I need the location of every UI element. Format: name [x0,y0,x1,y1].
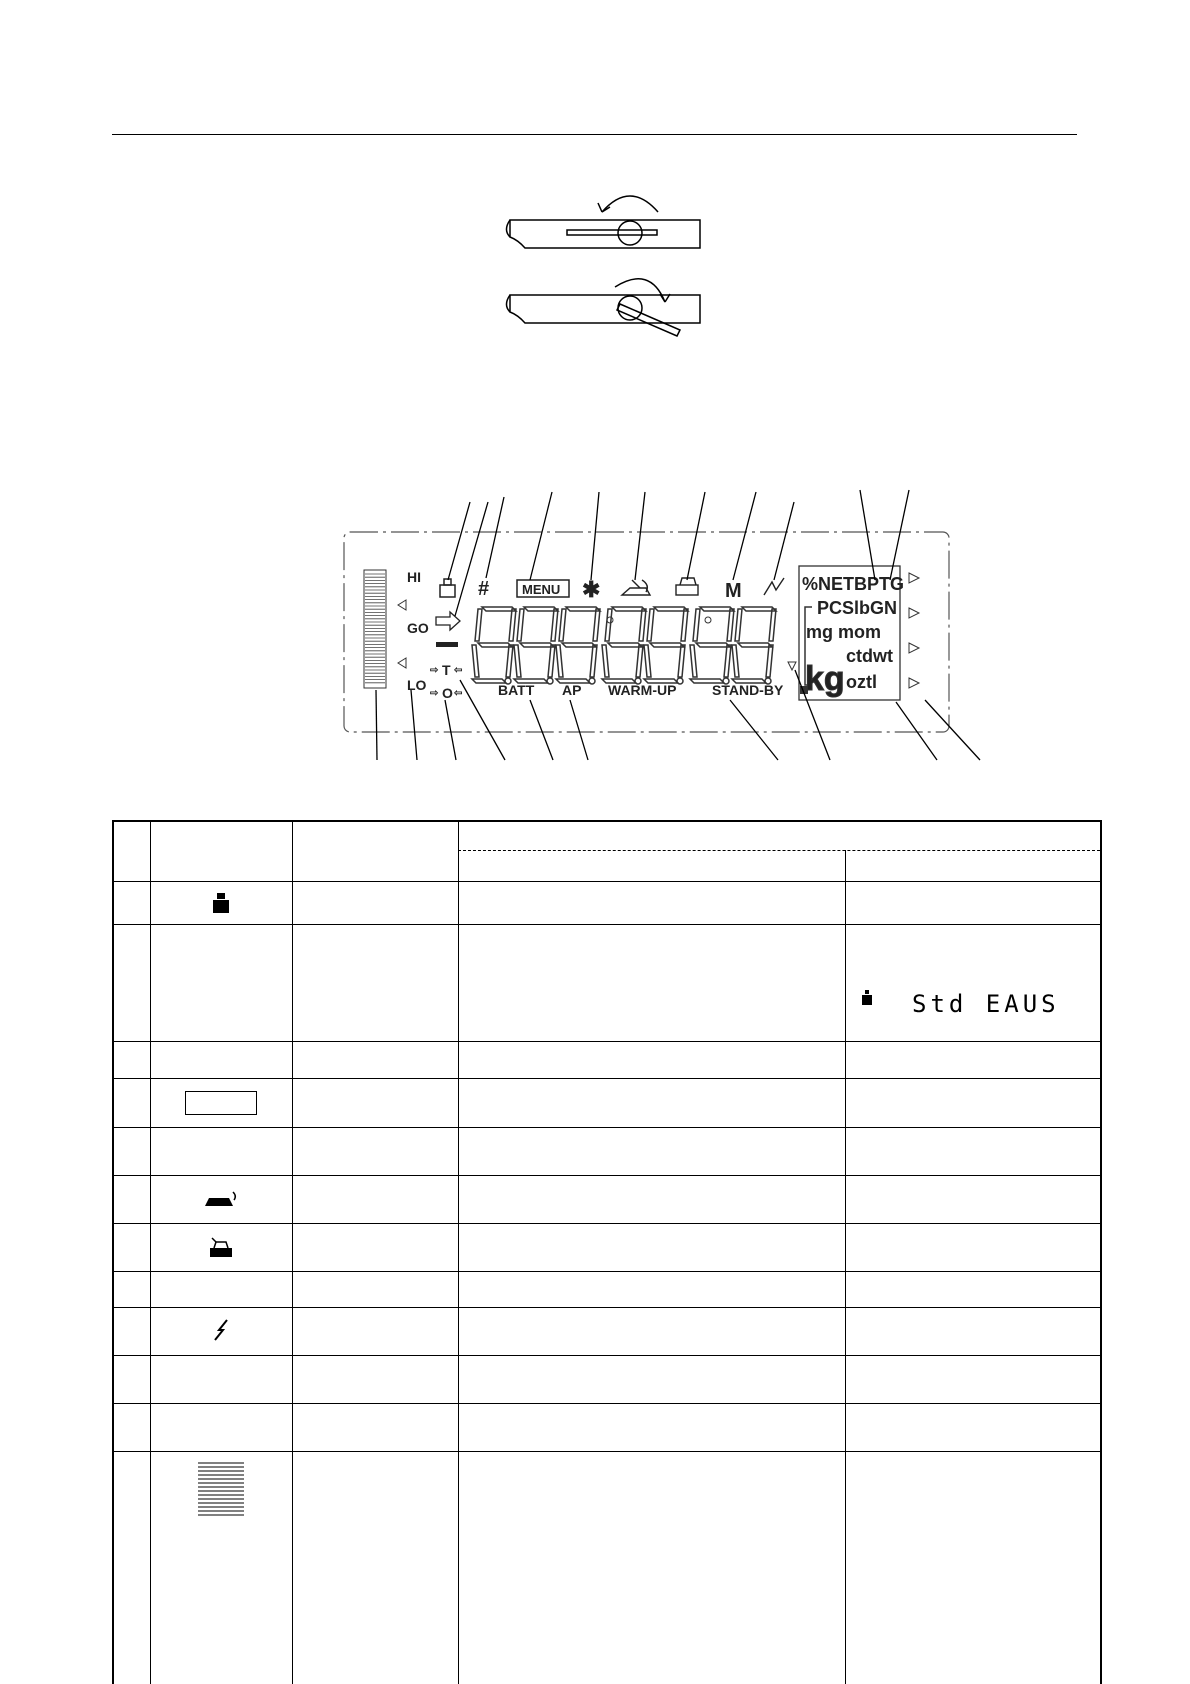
colon-dot [607,617,613,623]
segment [472,645,479,677]
digit-3 [602,607,646,684]
header-dash [458,850,1100,851]
segment [514,645,521,677]
knob-diagram-rotated [507,279,701,336]
small-triangle-icon [788,662,796,670]
segment [647,609,654,641]
table-border-right [1100,820,1102,1684]
bargraph-icon [364,570,386,688]
segment [735,609,742,641]
segment [566,607,600,611]
std-code: Std EAUS [912,990,1060,1018]
unit-triangle-icon [909,608,919,618]
decimal-point [589,678,595,684]
knob-diagram-horizontal [507,196,701,248]
segment [506,645,513,677]
segment [559,609,566,641]
hi-label: HI [407,569,421,585]
segment [732,645,739,677]
segment [700,607,734,611]
digit-5 [690,607,734,684]
segment [593,609,600,641]
menu-label: MENU [522,582,561,597]
decimal-point [677,678,683,684]
zero-marker: O [442,685,453,701]
segment [524,607,558,611]
segment [742,607,776,611]
go-label: GO [407,620,429,636]
segment [696,643,730,647]
link-icon [150,1307,292,1355]
col-divider [845,850,846,1684]
arrow-small-icon: ⇦ [454,688,463,699]
link-icon [764,578,784,595]
unit-triangle-icon [909,643,919,653]
unit-triangle-icon [909,573,919,583]
segment [478,643,512,647]
segment [482,607,516,611]
unit-line-6: oztl [846,672,877,692]
segment [738,643,772,647]
table-border-top [112,820,1102,822]
decimal-point [547,678,553,684]
unit-line-2: PCSlbGN [817,598,898,618]
segment [639,609,646,641]
batt-label: BATT [498,682,535,698]
unit-triangle-icon [909,678,919,688]
segment [517,609,524,641]
segment [602,645,609,677]
segment [509,609,516,641]
unit-kg: kg [805,660,845,698]
segment [766,645,773,677]
unit-line-3: mg mom [806,622,882,642]
table-row-line [112,924,1102,925]
hash-icon: # [478,578,490,600]
weight-icon [440,579,455,597]
weight-icon [858,988,878,1008]
calibration-icon [150,1175,292,1223]
warm-up-label: WARM-UP [608,682,677,698]
segment [551,609,558,641]
bargraph-icon [150,1451,292,1684]
unit-line-1: %NETBPTG [802,574,905,594]
calibration-icon [622,580,650,595]
std-code-cell [858,988,1098,1018]
colon-dot [705,617,711,623]
segment [727,609,734,641]
segment [475,609,482,641]
stability-icon [676,578,698,595]
lcd-panel [344,490,980,760]
stability-icon [150,1223,292,1271]
table-row-line [112,1041,1102,1042]
segment [681,609,688,641]
table-row-line [112,1403,1102,1404]
stand-by-label: STAND-BY [712,682,784,698]
col-divider [458,820,459,1684]
col-divider [292,820,293,1684]
segment [724,645,731,677]
ap-label: AP [562,682,582,698]
lo-triangle-icon [398,658,406,668]
segment [590,645,597,677]
weight-icon [150,881,292,924]
segment [678,645,685,677]
segment [769,609,776,641]
digit-0 [472,607,516,684]
memory-icon: M [725,580,742,602]
menu-box-icon [150,1078,292,1127]
segment [548,645,555,677]
arrow-small-icon: ⇨ [430,665,439,676]
asterisk-icon: ✱ [582,577,601,602]
segment [693,609,700,641]
segment [654,607,688,611]
table-row-line [112,1127,1102,1128]
segment [556,645,563,677]
table-row-line [112,1355,1102,1356]
segment [605,609,612,641]
table-row-line [112,1271,1102,1272]
segment [644,645,651,677]
arrow-small-icon: ⇦ [454,665,463,676]
indicator-table [112,820,1102,1684]
segment [636,645,643,677]
digit-1 [514,607,558,684]
segment [690,645,697,677]
unit-line-4: ctdwt [846,646,893,666]
tare-marker: T [442,662,451,678]
digit-2 [556,607,600,684]
lo-label: LO [407,677,427,693]
arrow-small-icon: ⇨ [430,688,439,699]
arrow-right-icon [436,612,460,630]
digit-6 [732,607,776,684]
segment [520,643,554,647]
hi-triangle-icon [398,600,406,610]
digit-4 [644,607,688,684]
segment [608,643,642,647]
minus-sign-icon [436,642,458,647]
table-border-left [112,820,114,1684]
seven-segment-display [472,607,776,684]
segment [650,643,684,647]
segment [612,607,646,611]
segment [562,643,596,647]
